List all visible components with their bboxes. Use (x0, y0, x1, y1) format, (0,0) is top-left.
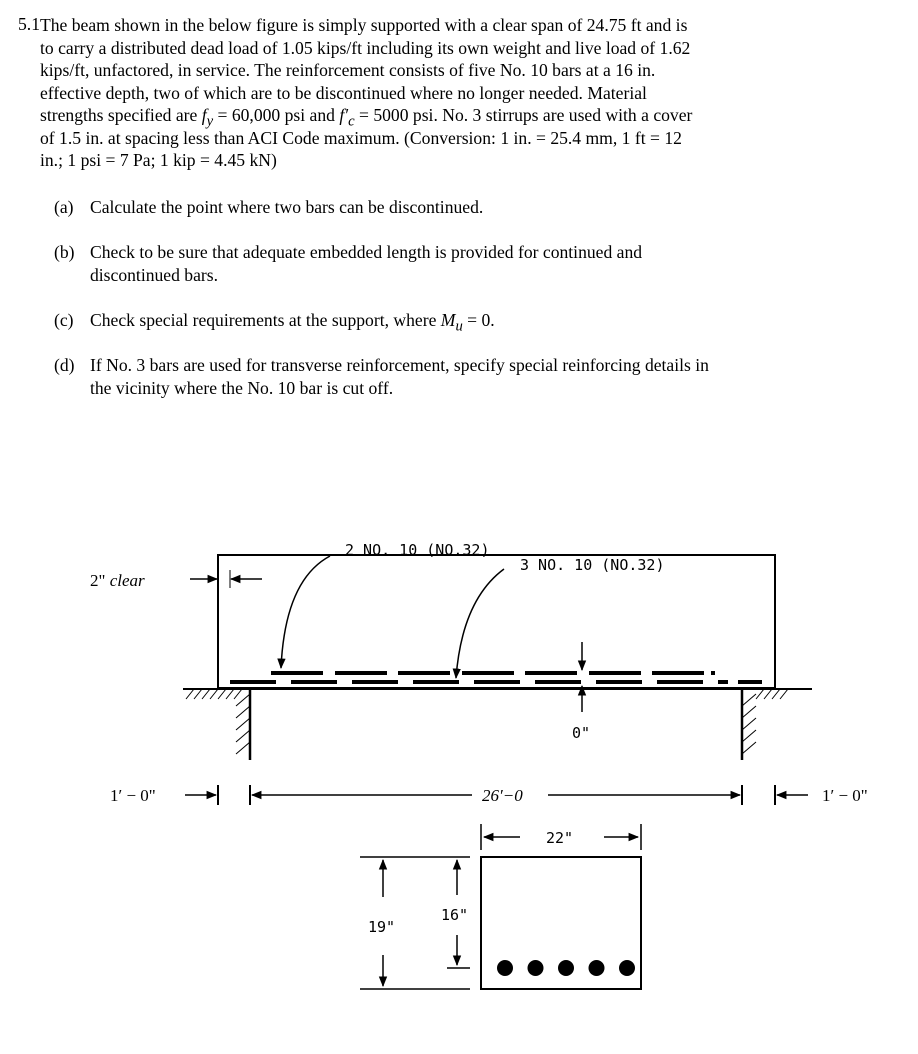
label-two-bars: 2 NO. 10 (NO.32) (345, 541, 490, 559)
strengths-pre: strengths specified are (40, 105, 202, 125)
left-support (186, 689, 250, 760)
span-dimension (110, 785, 868, 805)
svg-text:2" clear (90, 571, 145, 590)
right-overhang-label: 1′ − 0" (822, 786, 868, 805)
intro-line-4: effective depth, two of which are to be discontinued where no longer needed. Material (40, 82, 647, 103)
section-bars (497, 960, 635, 976)
part-b-line-1: Check to be sure that adequate embedded length is provided for continued and (90, 242, 643, 262)
fy-symbol: f (201, 105, 207, 125)
span-label: 26′−0 (482, 786, 523, 805)
zero-marker (572, 642, 590, 742)
right-support (742, 689, 788, 760)
mu-subscript: u (455, 318, 463, 335)
rebar-1 (497, 960, 513, 976)
fy-subscript: y (206, 113, 214, 130)
rebar-5 (619, 960, 635, 976)
clear-italic: clear (109, 571, 145, 590)
part-d-line-2: the vicinity where the No. 10 bar is cut off. (90, 377, 394, 398)
part-d-line-1: If No. 3 bars are used for transverse reinforcement, specify special reinforcing details in (90, 355, 709, 375)
intro-line-3: kips/ft, unfactored, in service. The reinforcement consists of five No. 10 bars at a 16 in. (40, 60, 656, 80)
clear-label: 2" (90, 571, 110, 590)
intro-line-1: The beam shown in the below figure is simply supported with a clear span of 24.75 ft and is (40, 15, 688, 35)
leader-two-bars (281, 556, 330, 668)
part-b-line-2: discontinued bars. (90, 264, 219, 285)
leader-three-bars (456, 569, 504, 678)
part-c-pre: Check special requirements at the support, where (90, 310, 441, 330)
clear-callout (90, 570, 262, 590)
cross-section (360, 824, 641, 989)
part-c-label: (c) (54, 310, 74, 330)
part-c-post: = 0. (462, 310, 495, 330)
part-a-text: Calculate the point where two bars can be discontinued. (90, 197, 484, 217)
label-three-bars: 3 NO. 10 (NO.32) (520, 556, 665, 574)
fy-value: = 60,000 psi and (213, 105, 340, 125)
rebar-3 (558, 960, 574, 976)
intro-line-2: to carry a distributed dead load of 1.05 kips/ft including its own weight and live load of 1.62 (40, 37, 691, 58)
zero-label: 0" (572, 724, 591, 742)
fc-subscript: c (348, 113, 355, 130)
fc-value: = 5000 psi. No. 3 stirrups are used with a cover (354, 105, 693, 125)
depth-label: 16" (441, 906, 469, 924)
part-b-label: (b) (54, 242, 75, 262)
height-label: 19" (368, 918, 396, 936)
rebar-2 (528, 960, 544, 976)
left-overhang-label: 1′ − 0" (110, 786, 156, 805)
width-label: 22" (546, 829, 574, 847)
part-d-label: (d) (54, 355, 75, 375)
fc-symbol: f′ (339, 105, 349, 125)
part-a-label: (a) (54, 197, 74, 217)
mu-symbol: M (440, 310, 456, 330)
problem-number: 5.1 (18, 14, 40, 34)
intro-line-6: in.; 1 psi = 7 Pa; 1 kip = 4.45 kN) (40, 150, 277, 170)
rebar-4 (589, 960, 605, 976)
intro-line-5: of 1.5 in. at spacing less than ACI Code maximum. (Conversion: 1 in. = 25.4 mm, 1 ft = 12 (40, 127, 682, 148)
